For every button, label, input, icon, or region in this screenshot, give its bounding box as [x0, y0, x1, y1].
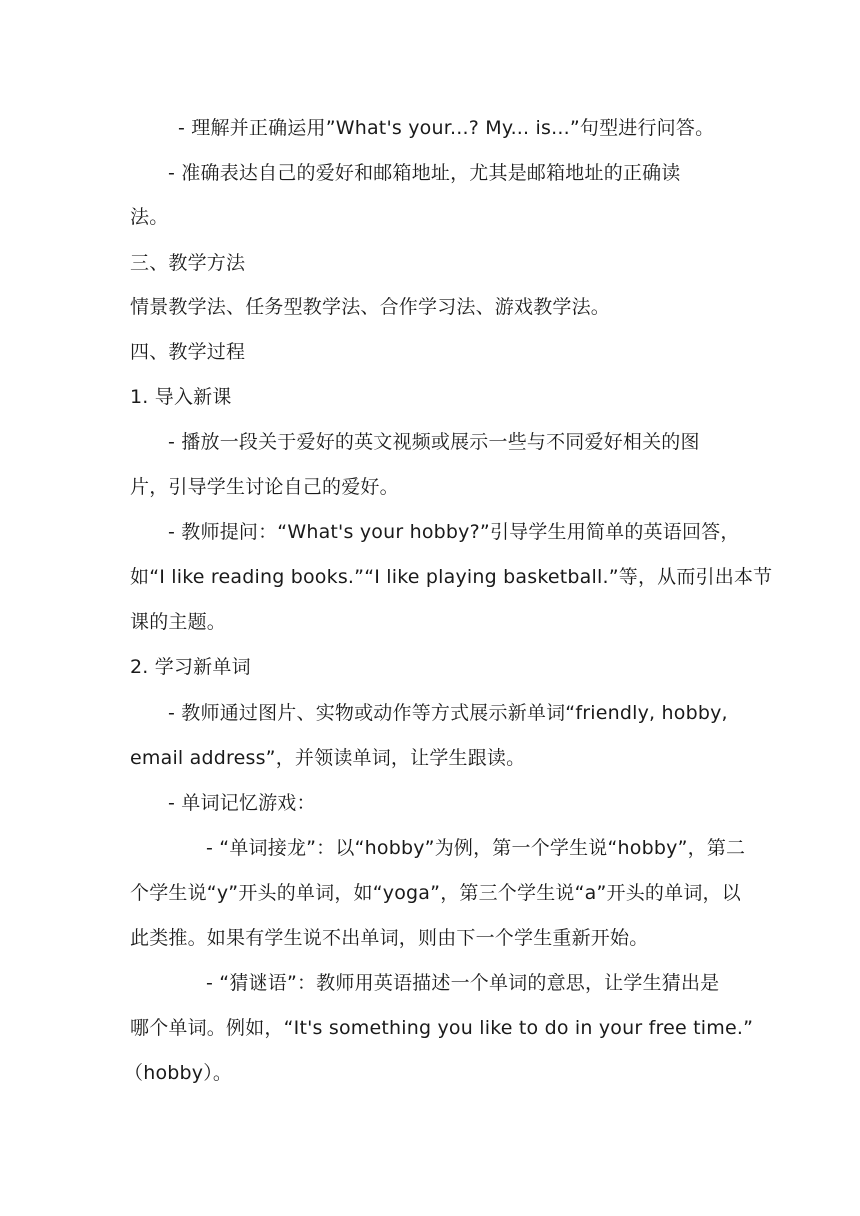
intro-item-question-cont: 如“I like reading books.”“I like playing basketball.”等，从而引出本节 — [130, 566, 773, 588]
game-word-chain-cont: 个学生说“y”开头的单词，如“yoga”，第三个学生说“a”开头的单词，以 — [130, 882, 741, 904]
objective-express-hobby-cont: 法。 — [130, 206, 169, 228]
step-heading-intro: 1. 导入新课 — [130, 386, 232, 408]
intro-item-question-cont2: 课的主题。 — [130, 611, 227, 633]
section-heading-process: 四、教学过程 — [130, 341, 246, 363]
vocab-item-game: - 单词记忆游戏： — [168, 792, 316, 814]
game-riddle-cont2: （hobby）。 — [124, 1062, 233, 1084]
objective-sentence-pattern: - 理解并正确运用”What's your...? My... is...”句型进行问答。 — [178, 117, 715, 139]
objective-express-hobby: - 准确表达自己的爱好和邮箱地址，尤其是邮箱地址的正确读 — [168, 162, 681, 184]
intro-item-video-cont: 片，引导学生讨论自己的爱好。 — [130, 476, 399, 498]
game-riddle-cont: 哪个单词。例如，“It's something you like to do in your free time.” — [130, 1017, 754, 1039]
intro-item-video: - 播放一段关于爱好的英文视频或展示一些与不同爱好相关的图 — [168, 431, 700, 453]
vocab-item-show-cont: email address”，并领读单词，让学生跟读。 — [130, 747, 526, 769]
section-heading-methods: 三、教学方法 — [130, 252, 246, 274]
vocab-item-show: - 教师通过图片、实物或动作等方式展示新单词“friendly, hobby, — [168, 702, 728, 724]
game-word-chain: - “单词接龙”：以“hobby”为例，第一个学生说“hobby”，第二 — [206, 837, 746, 859]
methods-text: 情景教学法、任务型教学法、合作学习法、游戏教学法。 — [130, 296, 611, 318]
step-heading-vocab: 2. 学习新单词 — [130, 656, 251, 678]
intro-item-question: - 教师提问：“What's your hobby?”引导学生用简单的英语回答， — [168, 521, 740, 543]
game-word-chain-cont2: 此类推。如果有学生说不出单词，则由下一个学生重新开始。 — [130, 927, 649, 949]
game-riddle: - “猜谜语”：教师用英语描述一个单词的意思，让学生猜出是 — [206, 972, 720, 994]
